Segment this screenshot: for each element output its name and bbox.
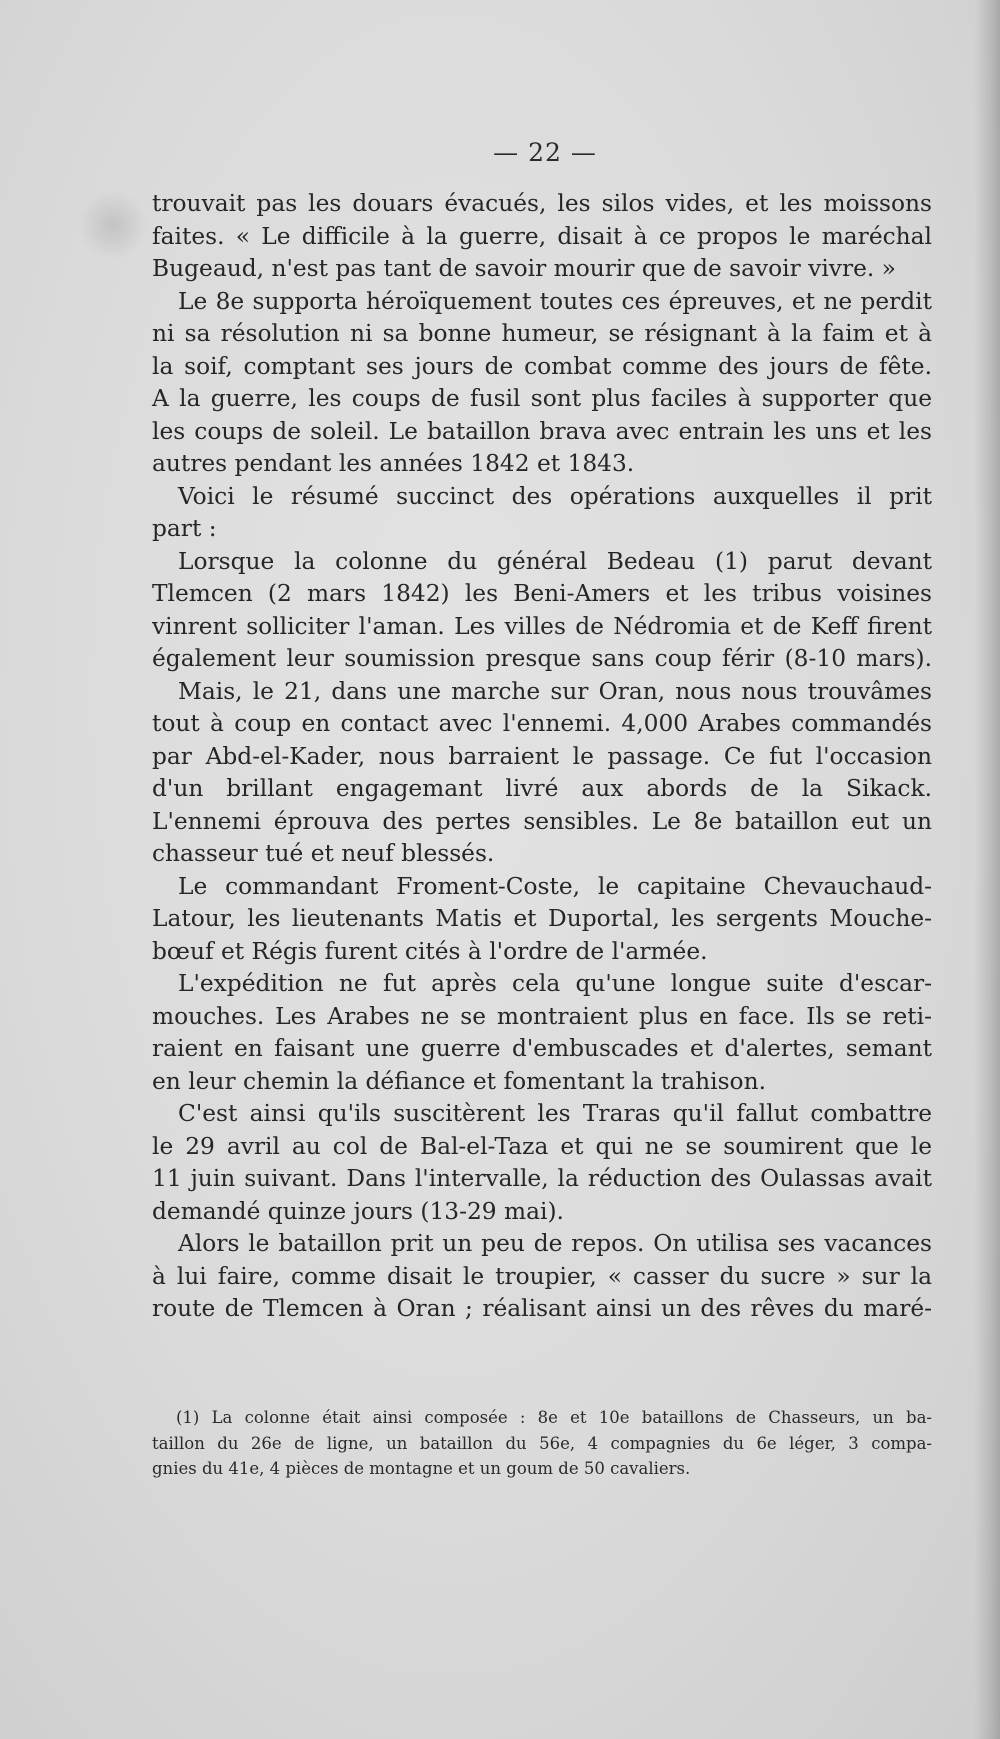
text-line: L'expédition ne fut après cela qu'une longue suite d'escar- xyxy=(178,970,932,997)
text-line: bœuf et Régis furent cités à l'ordre de l'armée. xyxy=(152,937,708,965)
text-line: trouvait pas les douars évacués, les silos vides, et les moissons xyxy=(152,190,932,217)
text-line: faites. « Le difficile à la guerre, disait à ce propos le maréchal xyxy=(152,222,932,250)
text-line: L'ennemi éprouva des pertes sensibles. Le 8e bataillon eut un xyxy=(152,807,932,835)
text-line: tout à coup en contact avec l'ennemi. 4,000 Arabes commandés xyxy=(152,710,932,737)
text-line: les coups de soleil. Le bataillon brava avec entrain les uns et les xyxy=(152,417,932,445)
text-line: Tlemcen (2 mars 1842) les Beni-Amers et les tribus voisines xyxy=(152,580,932,607)
text-line: mouches. Les Arabes ne se montraient plus en face. Ils se reti- xyxy=(152,1002,932,1030)
footnote-line: taillon du 26e de ligne, un bataillon du 56e, 4 compagnies du 6e léger, 3 compa- xyxy=(152,1433,932,1453)
text-line: raient en faisant une guerre d'embuscades et d'alertes, semant xyxy=(152,1035,932,1062)
text-line: le 29 avril au col de Bal-el-Taza et qui ne se soumirent que le xyxy=(152,1132,932,1160)
text-line: Le 8e supporta héroïquement toutes ces épreuves, et ne perdit xyxy=(178,287,932,315)
text-line: la soif, comptant ses jours de combat comme des jours de fête. xyxy=(152,352,932,380)
footnote-line: gnies du 41e, 4 pièces de montagne et un goum de 50 cavaliers. xyxy=(152,1459,691,1478)
text-line: autres pendant les années 1842 et 1843. xyxy=(152,450,635,477)
text-line: ni sa résolution ni sa bonne humeur, se résignant à la faim et à xyxy=(152,320,932,347)
text-line: 11 juin suivant. Dans l'intervalle, la réduction des Oulassas avait xyxy=(152,1165,932,1192)
text-line: route de Tlemcen à Oran ; réalisant ainsi un des rêves du maré- xyxy=(152,1295,932,1322)
text-line: chasseur tué et neuf blessés. xyxy=(152,840,495,867)
text-line: Le commandant Froment-Coste, le capitaine Chevauchaud- xyxy=(178,872,932,900)
text-line: Latour, les lieutenants Matis et Duportal, les sergents Mouche- xyxy=(152,905,932,932)
text-line: également leur soumission presque sans coup férir (8-10 mars). xyxy=(152,645,932,672)
text-line: par Abd-el-Kader, nous barraient le passage. Ce fut l'occasion xyxy=(152,742,932,770)
text-line: vinrent solliciter l'aman. Les villes de Nédromia et de Keff firent xyxy=(152,612,932,640)
text-line: à lui faire, comme disait le troupier, « casser du sucre » sur la xyxy=(152,1262,932,1290)
footnote xyxy=(152,1405,932,1482)
text-line: Alors le bataillon prit un peu de repos. On utilisa ses vacances xyxy=(178,1230,932,1257)
page-edge-shadow xyxy=(974,0,1000,1739)
text-line: C'est ainsi qu'ils suscitèrent les Traras qu'il fallut combattre xyxy=(178,1100,932,1127)
text-line: Lorsque la colonne du général Bedeau (1) parut devant xyxy=(178,547,932,575)
footnote-line: (1) La colonne était ainsi composée : 8e et 10e bataillons de Chasseurs, un ba- xyxy=(176,1408,932,1427)
text-line: d'un brillant engagemant livré aux abords de la Sikack. xyxy=(152,775,932,802)
body-text xyxy=(152,188,932,1326)
text-line: part : xyxy=(152,515,217,542)
page-number: — 22 — xyxy=(493,138,597,167)
text-line: Voici le résumé succinct des opérations auxquelles il prit xyxy=(178,482,932,510)
text-line: en leur chemin la défiance et fomentant la trahison. xyxy=(152,1067,766,1095)
text-line: demandé quinze jours (13-29 mai). xyxy=(152,1197,564,1225)
text-line: Mais, le 21, dans une marche sur Oran, nous nous trouvâmes xyxy=(178,677,932,705)
text-line: Bugeaud, n'est pas tant de savoir mourir que de savoir vivre. » xyxy=(152,255,896,282)
text-line: A la guerre, les coups de fusil sont plus faciles à supporter que xyxy=(152,385,932,412)
paper-stain xyxy=(78,190,148,260)
